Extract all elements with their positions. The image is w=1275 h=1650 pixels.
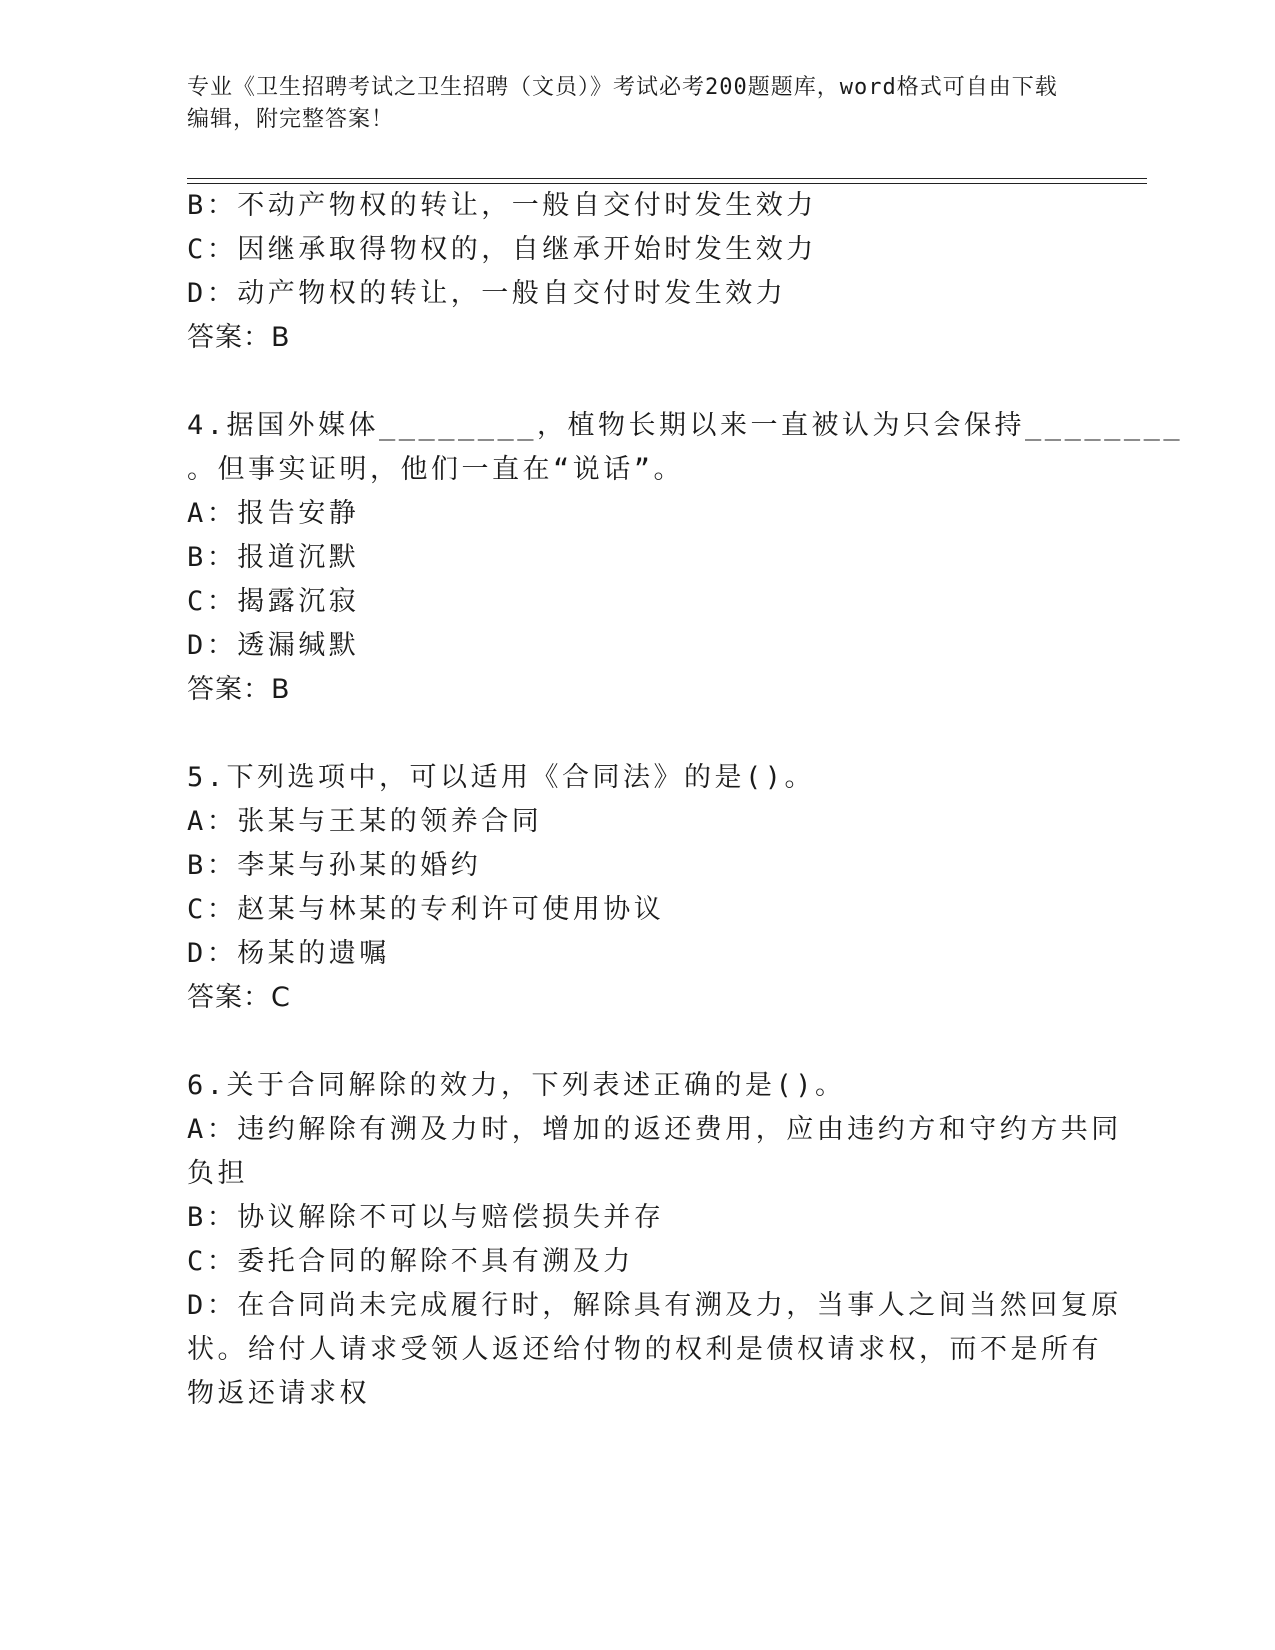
- q3-option-c: C：因继承取得物权的，自继承开始时发生效力: [187, 234, 817, 265]
- q6-option-c: C：委托合同的解除不具有溯及力: [187, 1246, 634, 1277]
- q5-option-d: D：杨某的遗嘱: [187, 938, 390, 969]
- q6-stem: 6.关于合同解除的效力，下列表述正确的是()。: [187, 1070, 846, 1101]
- q4-answer: 答案：B: [187, 674, 291, 705]
- q3-answer: 答案：B: [187, 322, 291, 353]
- q3-option-d: D：动产物权的转让，一般自交付时发生效力: [187, 278, 787, 309]
- q6-option-a-line1: A：违约解除有溯及力时，增加的返还费用，应由违约方和守约方共同: [187, 1114, 1122, 1145]
- header-divider-top: [187, 178, 1147, 179]
- q6-option-d-line3: 物返还请求权: [187, 1378, 370, 1409]
- q5-option-b: B：李某与孙某的婚约: [187, 850, 482, 881]
- q6-option-a-line2: 负担: [187, 1158, 248, 1189]
- q3-option-b: B：不动产物权的转让，一般自交付时发生效力: [187, 190, 817, 221]
- header-divider-bottom: [187, 183, 1147, 184]
- q5-stem: 5.下列选项中，可以适用《合同法》的是()。: [187, 762, 816, 793]
- q5-answer: 答案：C: [187, 982, 291, 1013]
- q4-stem-line2: 。但事实证明，他们一直在“说话”。: [187, 454, 685, 485]
- q4-stem-line1: 4.据国外媒体________，植物长期以来一直被认为只会保持________: [187, 410, 1184, 441]
- q5-option-a: A：张某与王某的领养合同: [187, 806, 543, 837]
- q6-option-d-line1: D：在合同尚未完成履行时，解除具有溯及力，当事人之间当然回复原: [187, 1290, 1122, 1321]
- q4-option-c: C：揭露沉寂: [187, 586, 360, 617]
- q4-option-d: D：透漏缄默: [187, 630, 360, 661]
- document-header: 专业《卫生招聘考试之卫生招聘（文员）》考试必考200题题库，word格式可自由下载编辑，附完整答案！: [187, 75, 1058, 132]
- q5-option-c: C：赵某与林某的专利许可使用协议: [187, 894, 665, 925]
- q6-option-d-line2: 状。给付人请求受领人返还给付物的权利是债权请求权，而不是所有: [187, 1334, 1102, 1365]
- q6-option-b: B：协议解除不可以与赔偿损失并存: [187, 1202, 665, 1233]
- q4-option-a: A：报告安静: [187, 498, 360, 529]
- q4-option-b: B：报道沉默: [187, 542, 360, 573]
